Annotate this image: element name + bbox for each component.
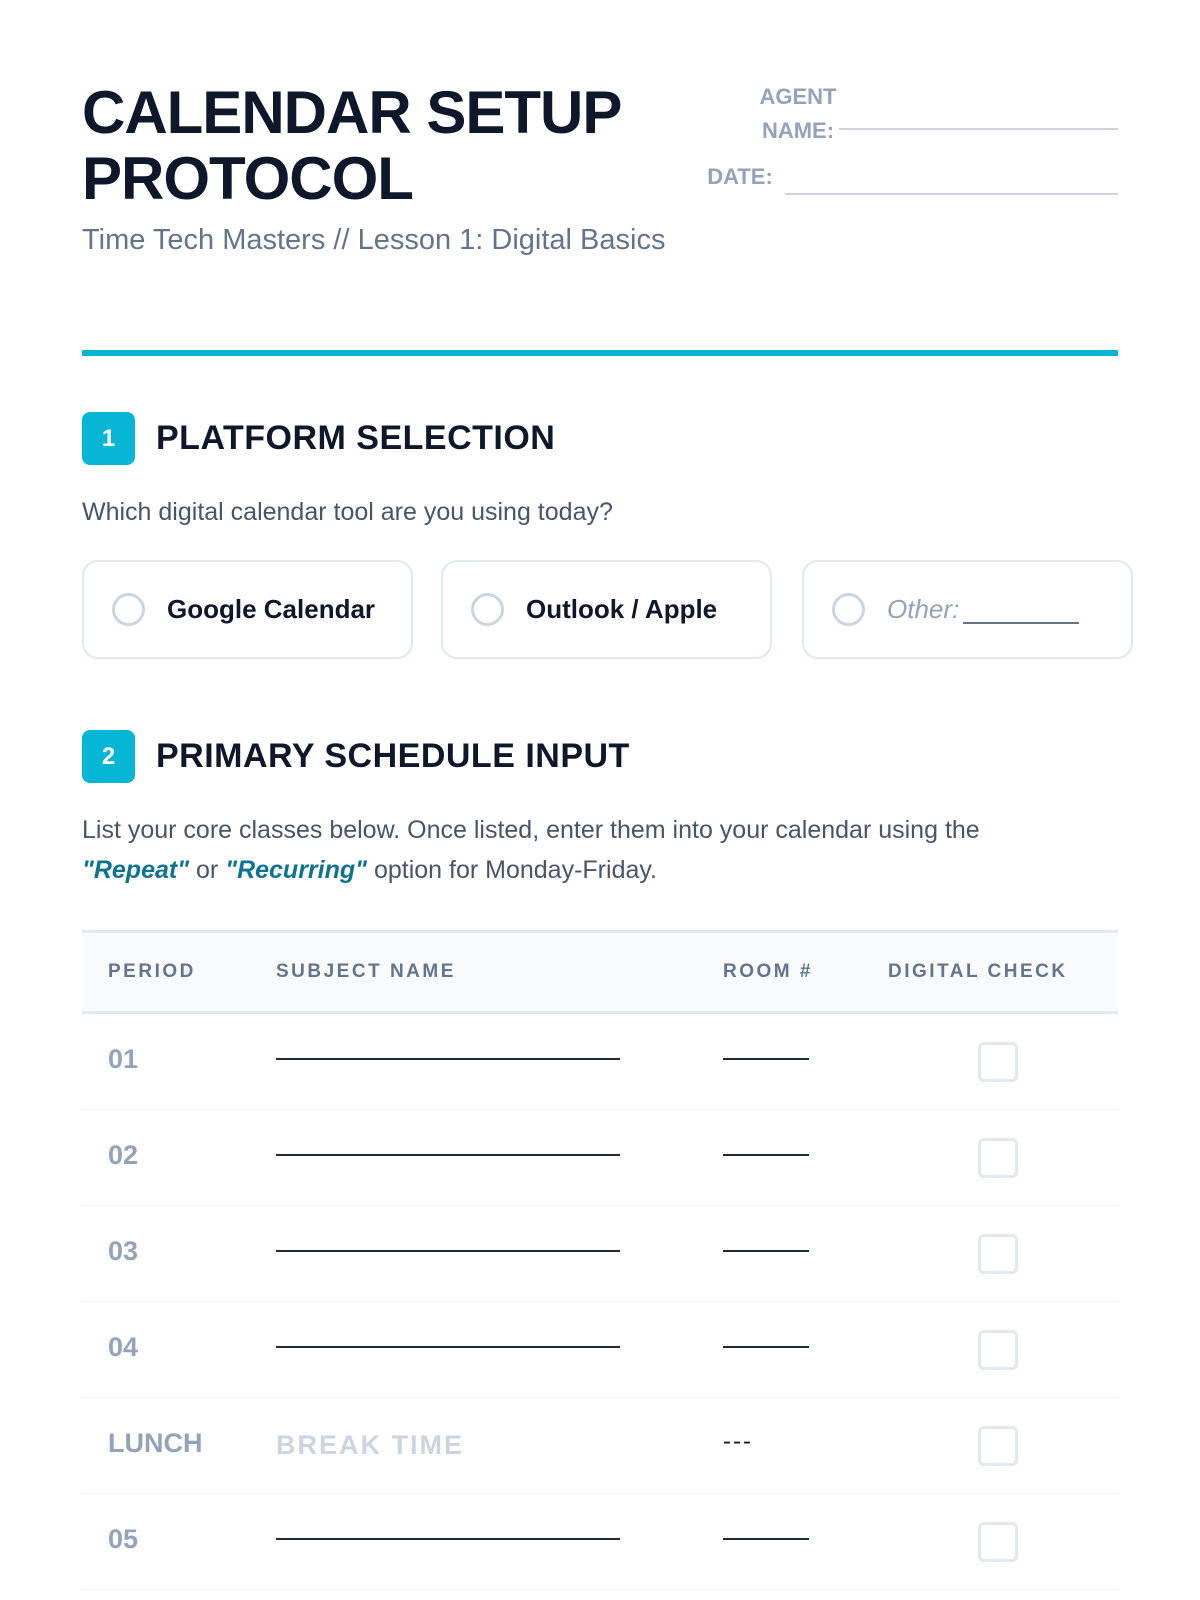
worksheet-header <box>82 0 1118 356</box>
section-2-title: PRIMARY SCHEDULE INPUT <box>156 737 630 775</box>
table-row <box>82 1494 1118 1590</box>
table-row <box>82 1302 1118 1398</box>
subject-input-line[interactable] <box>276 1538 620 1540</box>
schedule-table <box>82 930 1118 1590</box>
subject-input-line[interactable] <box>276 1154 620 1156</box>
period-cell: 01 <box>108 1044 139 1074</box>
other-blank-line[interactable] <box>963 622 1079 624</box>
prompt-end: option for Monday-Friday. <box>373 856 657 884</box>
page-subtitle: Time Tech Masters // Lesson 1: Digital Basics <box>82 224 666 256</box>
digital-check-checkbox[interactable] <box>978 1138 1018 1178</box>
date-field[interactable] <box>785 193 1118 195</box>
period-cell: 02 <box>108 1140 139 1170</box>
table-header-row <box>82 930 1118 1014</box>
subject-input-line[interactable] <box>276 1346 620 1348</box>
recurring-keyword: "Recurring" <box>225 856 368 884</box>
header-divider <box>82 350 1118 356</box>
option-other-label: Other: <box>887 594 1079 625</box>
subject-break-time: BREAK TIME <box>276 1430 464 1460</box>
section-1-number: 1 <box>82 412 135 465</box>
room-input-line[interactable] <box>723 1250 809 1252</box>
period-cell: 04 <box>108 1332 139 1362</box>
repeat-keyword: "Repeat" <box>82 856 190 884</box>
digital-check-checkbox[interactable] <box>978 1522 1018 1562</box>
page-title: CALENDAR SETUP PROTOCOL <box>82 79 621 212</box>
option-google-calendar[interactable] <box>82 560 413 659</box>
room-input-line[interactable] <box>723 1346 809 1348</box>
digital-check-checkbox[interactable] <box>978 1234 1018 1274</box>
section-1-header <box>82 412 555 465</box>
subject-input-line[interactable] <box>276 1058 620 1060</box>
agent-name-field[interactable] <box>839 128 1118 130</box>
room-dashes: --- <box>723 1428 753 1455</box>
radio-circle-icon[interactable] <box>112 593 145 626</box>
date-label: DATE: <box>707 164 773 189</box>
subject-input-line[interactable] <box>276 1250 620 1252</box>
option-label: Outlook / Apple <box>526 594 718 624</box>
header-digital-check: DIGITAL CHECK <box>888 961 1068 982</box>
table-row <box>82 1014 1118 1110</box>
table-row-lunch <box>82 1398 1118 1494</box>
prompt-or: or <box>196 856 219 884</box>
section-2-prompt <box>82 810 1122 890</box>
prompt-text: List your core classes below. Once listed, enter them into your calendar using the <box>82 816 980 844</box>
period-cell: 03 <box>108 1236 139 1266</box>
header-period: PERIOD <box>108 961 196 982</box>
radio-circle-icon[interactable] <box>471 593 504 626</box>
header-subject-name: SUBJECT NAME <box>276 961 456 982</box>
option-other[interactable] <box>802 560 1133 659</box>
room-input-line[interactable] <box>723 1154 809 1156</box>
digital-check-checkbox[interactable] <box>978 1330 1018 1370</box>
header-room: ROOM # <box>723 961 813 982</box>
option-outlook-apple[interactable] <box>441 560 772 659</box>
room-input-line[interactable] <box>723 1538 809 1540</box>
section-2-header <box>82 730 630 783</box>
table-row <box>82 1206 1118 1302</box>
table-row <box>82 1110 1118 1206</box>
section-1-title: PLATFORM SELECTION <box>156 419 556 457</box>
option-label: Google Calendar <box>167 594 376 624</box>
period-cell: 05 <box>108 1524 139 1554</box>
digital-check-checkbox[interactable] <box>978 1042 1018 1082</box>
agent-name-label: AGENT NAME: <box>759 84 837 143</box>
room-input-line[interactable] <box>723 1058 809 1060</box>
period-cell: LUNCH <box>108 1428 203 1458</box>
digital-check-checkbox[interactable] <box>978 1426 1018 1466</box>
section-2-number: 2 <box>82 730 135 783</box>
section-1-prompt: Which digital calendar tool are you using today? <box>82 498 613 526</box>
radio-circle-icon[interactable] <box>832 593 865 626</box>
